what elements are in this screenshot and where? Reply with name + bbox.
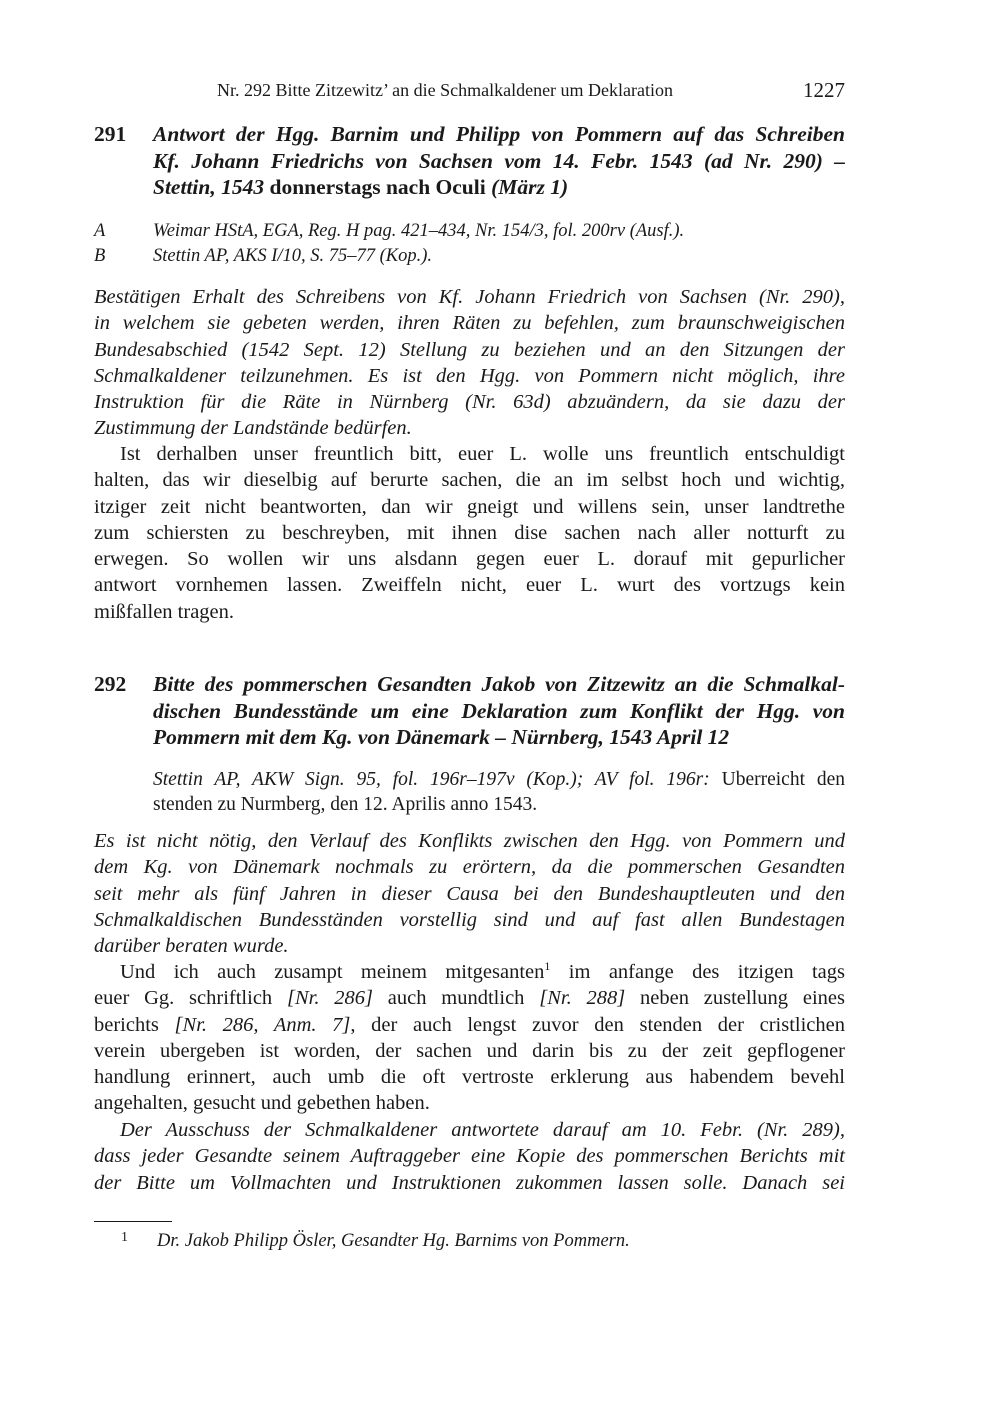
running-head bbox=[94, 80, 845, 106]
footnote-text: Dr. Jakob Philipp Ösler, Gesandter Hg. Barnims von Pommern. bbox=[157, 1231, 630, 1251]
summary-line: Zustimmung der Landstände bedürfen. bbox=[94, 417, 412, 440]
text-line: handlung erinnert, auch umb die oft vertroste erklerung aus habendem bevehl bbox=[94, 1066, 845, 1089]
document-title bbox=[153, 121, 845, 201]
heading-place-date: Stettin, 1543 bbox=[153, 175, 265, 199]
footnote-number: 1 bbox=[121, 1230, 128, 1245]
document-292-heading bbox=[94, 671, 845, 751]
document-291-text bbox=[94, 441, 845, 625]
heading-resolved-date: (März 1) bbox=[491, 175, 569, 199]
document-title bbox=[153, 671, 845, 751]
summary-line: dem Kg. von Dänemark nochmals zu erörtern, da die pommerschen Gesandten bbox=[94, 856, 845, 879]
document-number: 291 bbox=[94, 122, 127, 146]
text-line: erwegen. So wollen wir uns alsdann gegen euer L. dorauf mit gepurlicher bbox=[94, 548, 845, 571]
document-292-source bbox=[153, 767, 845, 817]
summary-line: Instruktion für die Räte in Nürnberg (Nr. 63d) abzuändern, da sie dazu der bbox=[94, 391, 845, 414]
source-text: Stettin AP, AKS I/10, S. 75–77 (Kop.). bbox=[153, 246, 433, 266]
cross-reference: [Nr. 286] bbox=[286, 987, 373, 1010]
cross-reference: [Nr. 288] bbox=[539, 987, 626, 1010]
text-line: zum schiersten zu beschreyben, mit ihnen dise sachen nach aller notturft zu bbox=[94, 521, 845, 544]
text-line: Ist derhalben unser freuntlich bitt, euer L. wolle uns freuntlich entschuldigt bbox=[120, 443, 845, 465]
document-number: 292 bbox=[94, 672, 127, 696]
heading-text: Kf. Johann Friedrichs von Sachsen vom 14. Febr. 1543 (ad Nr. 290) – bbox=[153, 148, 845, 173]
text-run: berichts bbox=[94, 1013, 175, 1036]
heading-line bbox=[153, 174, 845, 201]
document-292-summary bbox=[94, 828, 845, 959]
document-292-text bbox=[94, 959, 845, 1117]
source-line: stenden zu Nurmberg, den 12. Aprilis anno 1543. bbox=[153, 794, 538, 815]
running-head-title: Nr. 292 Bitte Zitzewitz’ an die Schmalkaldener um Deklaration bbox=[217, 80, 674, 100]
heading-line bbox=[153, 148, 845, 175]
text-run: auch mundtlich bbox=[372, 987, 540, 1010]
footnote-reference[interactable]: 1 bbox=[544, 959, 551, 973]
heading-original-date: donnerstags nach Oculi bbox=[264, 175, 492, 199]
heading-line: Pommern mit dem Kg. von Dänemark – Nürnberg, 1543 April 12 bbox=[153, 725, 730, 749]
source-text: Weimar HStA, EGA, Reg. H pag. 421–434, Nr. 154/3, fol. 200rv (Ausf.). bbox=[153, 221, 685, 241]
text-run: im anfange des itzigen tags bbox=[550, 961, 845, 983]
endorsement-text: Uberreicht den bbox=[709, 769, 845, 790]
summary-line: in welchem sie gebeten werden, ihren Räten zu befehlen, zum braunschweigischen bbox=[94, 312, 845, 335]
summary-line: der Bitte um Vollmachten und Instruktionen zukommen lassen solle. Danach sei bbox=[94, 1171, 845, 1194]
archival-reference: Stettin AP, AKW Sign. 95, fol. 196r–197v (Kop.); AV fol. 196r: bbox=[153, 769, 710, 790]
text-line: halten, das wir dieselbig auf berurte sachen, die an im selbst hoch und wichtig, bbox=[94, 469, 845, 492]
footnote-separator bbox=[94, 1221, 172, 1222]
document-292-summary-continued bbox=[94, 1117, 845, 1196]
text-run: neben zustellung eines bbox=[625, 987, 845, 1010]
text-line: itziger zeit nicht beantworten, dan wir gneigt und willens sein, unser landtrethe bbox=[94, 495, 845, 518]
summary-line: darüber beraten wurde. bbox=[94, 935, 289, 958]
summary-line: Schmalkaldischen Bundesständen vorstellig sind und auf fast allen Bundestagen bbox=[94, 908, 845, 931]
summary-line: seit mehr als fünf Jahren in dieser Causa bei den Bundeshauptleuten und den bbox=[94, 882, 845, 905]
source-line bbox=[153, 767, 845, 792]
source-sigle: A bbox=[94, 221, 106, 241]
summary-line: Der Ausschuss der Schmalkaldener antwortete darauf am 10. Febr. (Nr. 289), bbox=[120, 1119, 845, 1141]
text-line: verein ubergeben ist worden, der sachen und darin bis zu der zeit gepflogener bbox=[94, 1039, 845, 1062]
cross-reference: [Nr. 286, Anm. 7] bbox=[174, 1013, 351, 1036]
summary-line: Bundesabschied (1542 Sept. 12) Stellung zu beziehen und an den Sitzungen der bbox=[94, 338, 845, 361]
heading-line: dischen Bundesstände um eine Deklaration zum Konflikt der Hgg. von bbox=[153, 698, 845, 723]
summary-line: Es ist nicht nötig, den Verlauf des Konflikts zwischen den Hgg. von Pommern und bbox=[94, 830, 845, 852]
text-line: angehalten, gesucht und gebethen haben. bbox=[94, 1092, 430, 1115]
text-line bbox=[94, 959, 845, 985]
document-291-sources bbox=[94, 219, 845, 269]
text-line bbox=[94, 1012, 845, 1038]
source-sigle: B bbox=[94, 246, 106, 266]
source-entry bbox=[94, 244, 845, 269]
heading-line bbox=[153, 121, 845, 148]
text-run: euer Gg. schriftlich bbox=[94, 987, 287, 1010]
text-line bbox=[94, 985, 845, 1011]
heading-line: Bitte des pommerschen Gesandten Jakob von Zitzewitz an die Schmalkal- bbox=[153, 672, 845, 696]
document-291-summary bbox=[94, 284, 845, 442]
document-291-heading bbox=[94, 121, 845, 201]
text-line: antwort vornhemen lassen. Zweiffeln nicht, euer L. wurt des vortzugs kein bbox=[94, 574, 845, 597]
source-entry bbox=[94, 219, 845, 244]
summary-line: Schmalkaldener teilzunehmen. Es ist den Hgg. von Pommern nicht möglich, ihre bbox=[94, 364, 845, 387]
summary-line: dass jeder Gesandte seinem Auftraggeber eine Kopie des pommerschen Berichts mit bbox=[94, 1145, 845, 1168]
text-line: mißfallen tragen. bbox=[94, 600, 235, 623]
text-run: , der auch lengst zuvor den stenden der cristlichen bbox=[350, 1013, 845, 1036]
text-run: Und ich auch zusampt meinem mitgesanten bbox=[120, 961, 545, 983]
heading-text: Antwort der Hgg. Barnim und Philipp von Pommern auf das Schreiben bbox=[153, 122, 845, 146]
page-number: 1227 bbox=[803, 78, 845, 102]
summary-line: Bestätigen Erhalt des Schreibens von Kf. Johann Friedrich von Sachsen (Nr. 290), bbox=[94, 286, 845, 308]
